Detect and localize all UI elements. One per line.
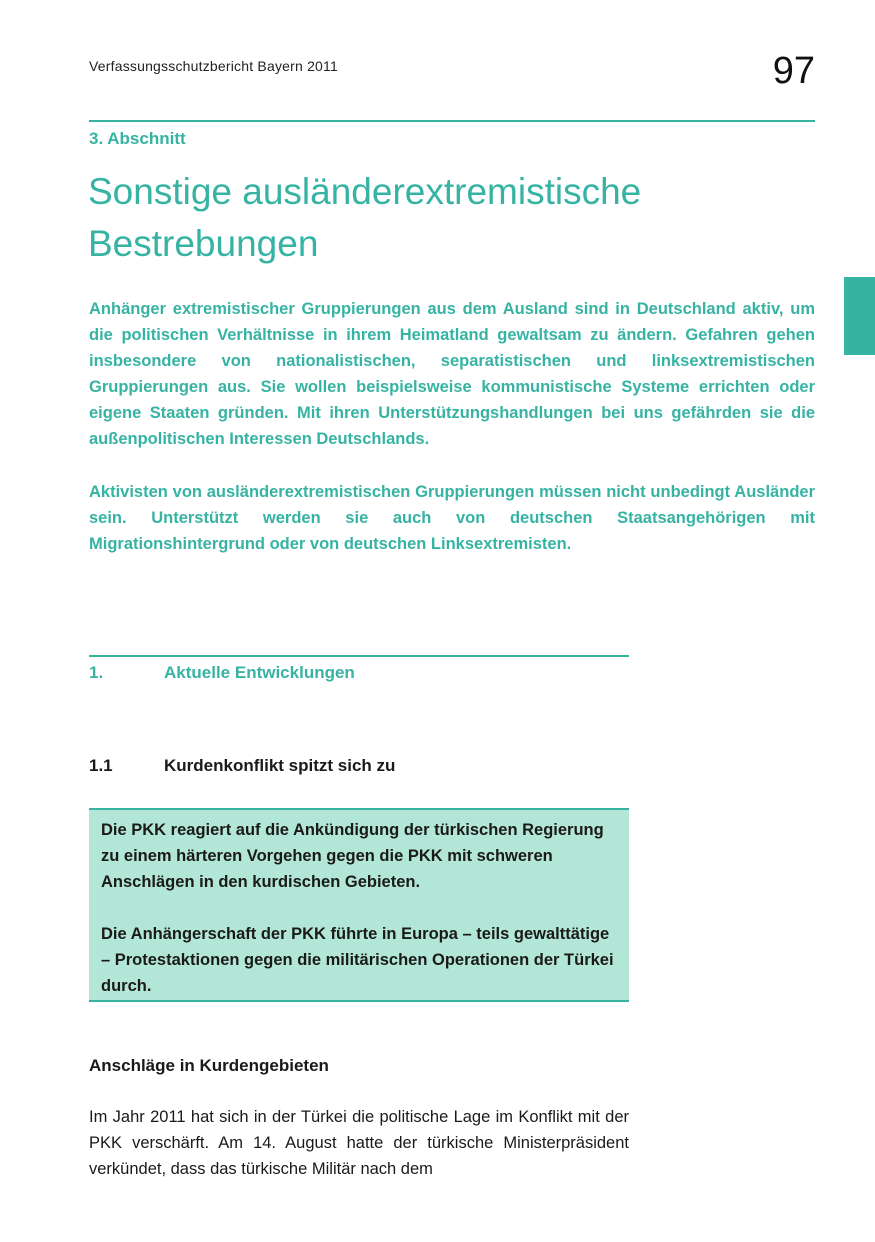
heading-aktuelle-entwicklungen (89, 663, 355, 683)
summary-box (89, 808, 629, 1002)
heading-text: Kurdenkonflikt spitzt sich zu (164, 756, 396, 775)
summary-paragraph-2: Die Anhängerschaft der PKK führte in Europa – teils gewalttätige – Protestaktionen gegen die militärischen Operationen der Türkei durch. (101, 925, 614, 995)
running-header: Verfassungsschutzbericht Bayern 2011 (89, 58, 338, 74)
heading-number: 1.1 (89, 756, 113, 775)
body-paragraph-1: Im Jahr 2011 hat sich in der Türkei die politische Lage im Konflikt mit der PKK verschärft. Am 14. August hatte der türkische Ministerpräsident verkündet, dass das türkische Militär nach dem (89, 1108, 629, 1178)
heading-number: 1. (89, 663, 104, 682)
heading-text: Aktuelle Entwicklungen (164, 663, 355, 682)
heading-kurdenkonflikt (89, 756, 395, 776)
chapter-thumb-tab (844, 277, 875, 355)
subheading-anschlaege: Anschläge in Kurdengebieten (89, 1056, 329, 1075)
heading-divider (89, 655, 629, 657)
header-divider (89, 120, 815, 122)
intro-paragraph-2: Aktivisten von ausländerextremistischen Gruppierungen müssen nicht unbedingt Ausländer sein. Unterstützt werden sie auch von deutschen Staatsangehörigen mit Migrationshintergrund oder von deutschen Linksextremisten. (89, 483, 815, 553)
section-label: 3. Abschnitt (89, 129, 186, 148)
summary-paragraph-1: Die PKK reagiert auf die Ankündigung der türkischen Regierung zu einem härteren Vorgehen gegen die PKK mit schweren Anschlägen in den kurdischen Gebieten. (101, 821, 604, 891)
intro-paragraph-1: Anhänger extremistischer Gruppierungen aus dem Ausland sind in Deutschland aktiv, um die politischen Verhältnisse in ihrem Heimatland gewaltsam zu ändern. Gefahren gehen insbesondere von nationalistischen, separatistischen und linksextremistischen Gruppierungen aus. Sie wollen beispielsweise kommunistische Systeme errichten oder eigene Staaten gründen. Mit ihren Unterstützungshandlungen bei uns gefährden sie die außenpolitischen Interessen Deutschlands. (89, 300, 815, 448)
section-title: Sonstige ausländerextremistische Bestrebungen (88, 171, 642, 264)
page-number: 97 (772, 50, 815, 92)
